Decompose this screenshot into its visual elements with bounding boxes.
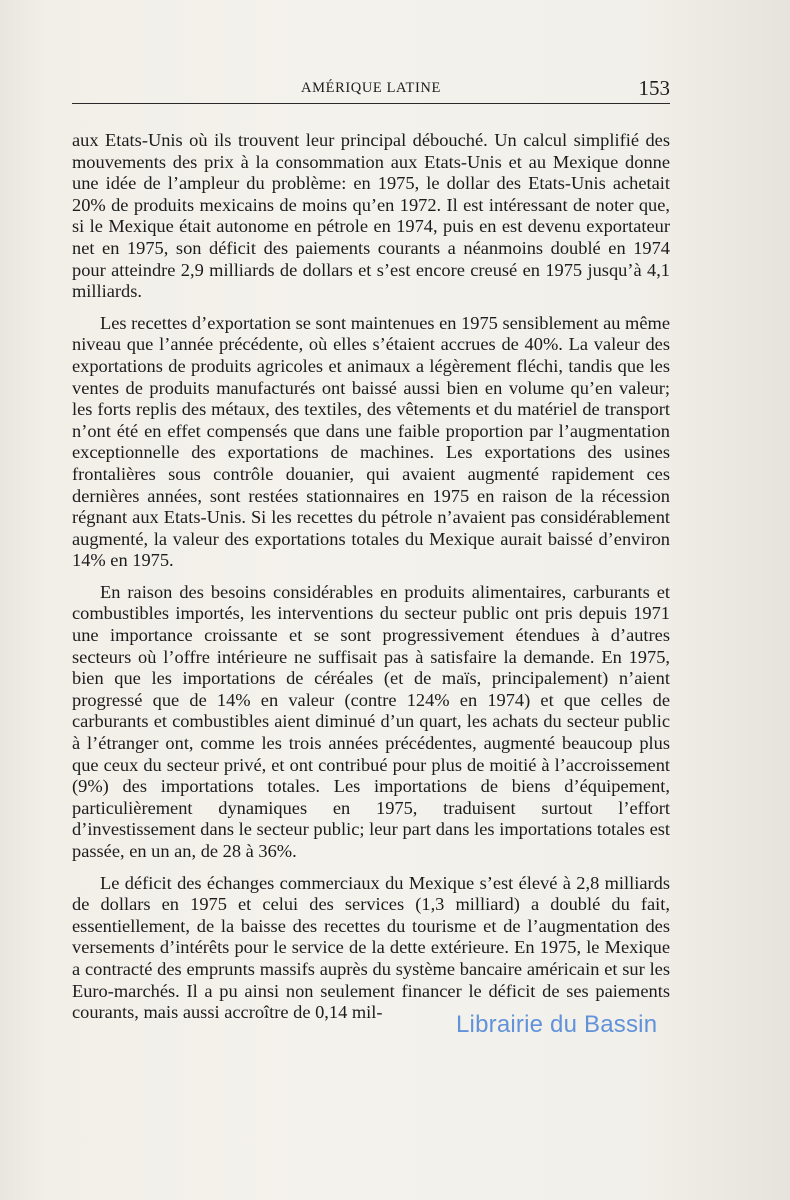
body-text [72,130,670,1024]
header-rule [72,103,670,104]
paragraph-4: Le déficit des échanges commerciaux du Mexique s’est élevé à 2,8 milliards de dollars en 1975 et celui des services (1,3 milliard) a doublé du fait, essentiellement, de la baisse des recettes du tourisme et de l’augmentation des versements d’intérêts pour le service de la dette extérieure. En 1975, le Mexique a contracté des emprunts massifs auprès du système bancaire américain et sur les Euro-marchés. Il a pu ainsi non seulement financer le déficit de ses paiements courants, mais aussi accroître de 0,14 mil- [72,872,670,1023]
paragraph-2: Les recettes d’exportation se sont maintenues en 1975 sensiblement au même niveau que l’année précédente, où elles s’étaient accrues de 40%. La valeur des exportations de produits agricoles et animaux a légèrement fléchi, tandis que les ventes de produits manufacturés ont baissé aussi bien en volume qu’en valeur; les forts replis des métaux, des textiles, des vêtements et du matériel de transport n’ont été en effet compensés que dans une faible proportion par l’augmentation exceptionnelle des exportations de machines. Les exportations des usines frontalières sous contrôle douanier, qui avaient augmenté rapidement ces dernières années, sont restées stationnaires en 1975 en raison de la récession régnant aux Etats-Unis. Si les recettes du pétrole n’avaient pas considérablement augmenté, la valeur des exportations totales du Mexique aurait baissé d’environ 14% en 1975. [72,312,670,571]
running-title: AMÉRIQUE LATINE [301,80,441,96]
paragraph-1: aux Etats-Unis où ils trouvent leur principal débouché. Un calcul simplifié des mouvements des prix à la consommation aux Etats-Unis et au Mexique donne une idée de l’ampleur du problème: en 1975, le dollar des Etats-Unis achetait 20% de produits mexicains de moins qu’en 1972. Il est intéressant de noter que, si le Mexique était autonome en pétrole en 1974, puis en est devenu exportateur net en 1975, son déficit des paiements courants a néanmoins doublé en 1974 pour atteindre 2,9 milliards de dollars et s’est encore creusé en 1975 jusqu’à 4,1 milliards. [72,130,670,302]
paragraph-3: En raison des besoins considérables en produits alimentaires, carburants et combustibles importés, les interventions du secteur public ont pris depuis 1971 une importance croissante et se sont progressivement étendues à d’autres secteurs où l’offre intérieure ne suffisait pas à satisfaire la demande. En 1975, bien que les importations de céréales (et de maïs, principalement) n’aient progressé que de 14% en valeur (contre 124% en 1974) et que celles de carburants et combustibles aient diminué d’un quart, les achats du secteur public à l’étranger ont, comme les trois années précédentes, augmenté beaucoup plus que ceux du secteur privé, et ont contribué pour plus de moitié à l’accroissement (9%) des importations totales. Les importations de biens d’équipement, particulièrement dynamiques en 1975, traduisent surtout l’effort d’investissement dans le secteur public; leur part dans les importations totales est passée, en un an, de 28 à 36%. [72,581,670,861]
running-head [72,76,670,104]
watermark-text: Librairie du Bassin [456,1011,658,1038]
page-number: 153 [638,76,670,100]
